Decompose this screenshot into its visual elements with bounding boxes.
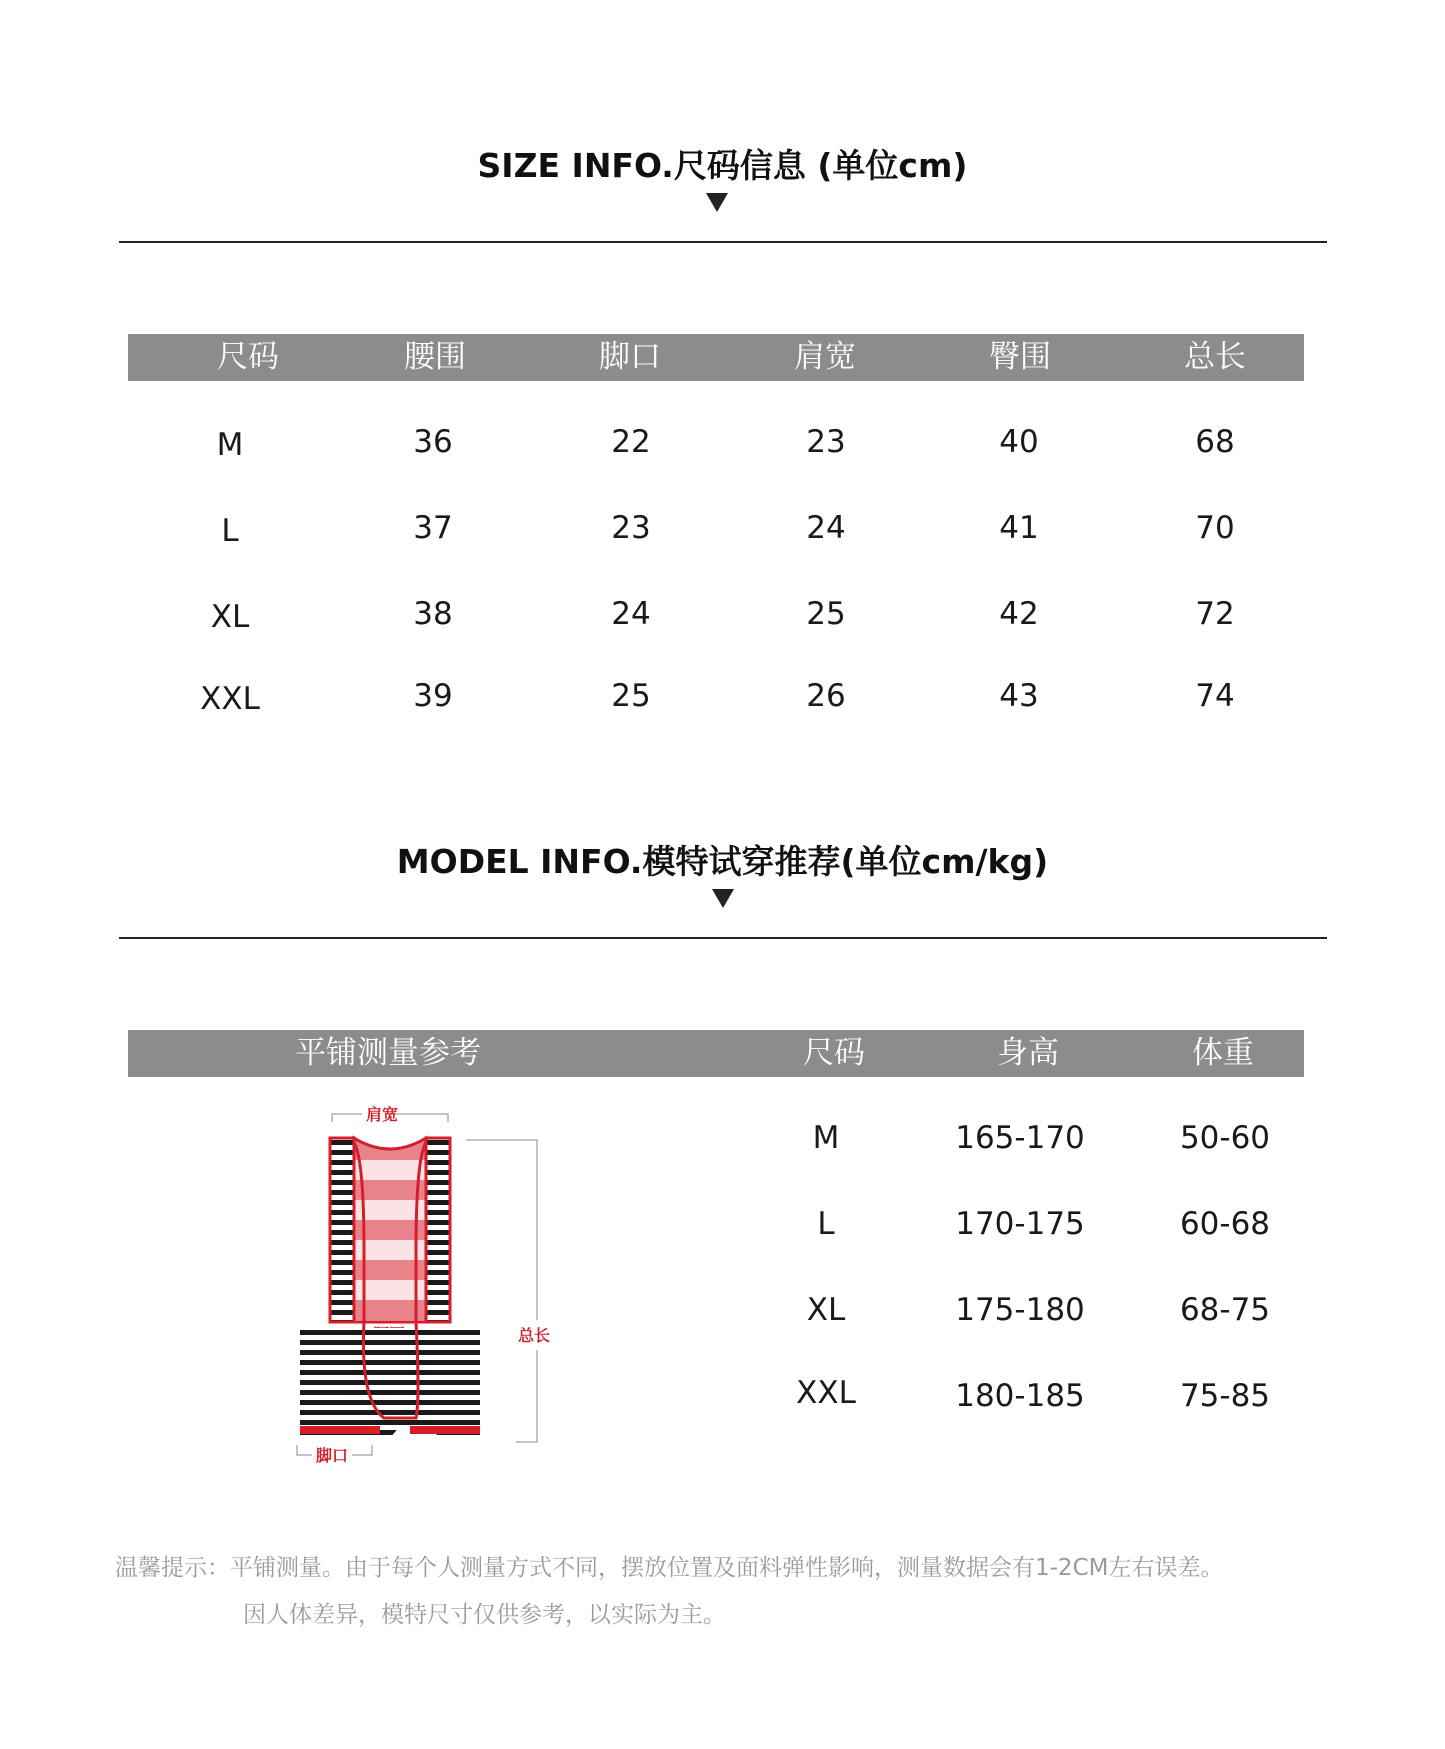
model-header-size: 尺码 [803, 1035, 865, 1071]
leg-cell: 25 [611, 678, 651, 714]
size-header-waist: 腰围 [404, 339, 466, 375]
model-info-title: MODEL INFO.模特试穿推荐(单位cm/kg) [396, 842, 1049, 881]
length-label: 总长 [518, 1326, 551, 1345]
model-header-height: 身高 [997, 1035, 1059, 1071]
note-line-1: 温馨提示：平铺测量。由于每个人测量方式不同，摆放位置及面料弹性影响，测量数据会有1-2CM左右误差。 [115, 1555, 1224, 1581]
size-header-length: 总长 [1184, 339, 1246, 375]
waist-cell: 39 [413, 678, 453, 714]
size-info-arrow-icon [706, 193, 728, 212]
length-cell: 70 [1195, 510, 1235, 546]
garment-flat-diagram [280, 1100, 580, 1480]
size-cell: M [216, 427, 244, 463]
model-size-cell: L [817, 1206, 835, 1242]
waist-cell: 36 [413, 424, 453, 460]
model-info-arrow-icon [712, 889, 734, 908]
flat-measure-header: 平铺测量参考 [295, 1035, 481, 1071]
leg-cell: 22 [611, 424, 651, 460]
hip-cell: 43 [999, 678, 1039, 714]
size-info-divider [119, 241, 1327, 243]
size-cell: XL [210, 599, 250, 635]
model-size-cell: M [812, 1120, 840, 1156]
size-header-hip: 臀围 [989, 339, 1051, 375]
model-weight-cell: 75-85 [1179, 1378, 1271, 1414]
model-weight-cell: 68-75 [1179, 1292, 1271, 1328]
model-info-divider [119, 937, 1327, 939]
size-table-header [128, 334, 1304, 381]
leg-cell: 23 [611, 510, 651, 546]
waist-cell: 38 [413, 596, 453, 632]
hip-cell: 42 [999, 596, 1039, 632]
model-height-cell: 180-185 [955, 1378, 1085, 1414]
model-table-header [128, 1030, 1304, 1077]
shoulder-cell: 25 [806, 596, 846, 632]
model-weight-cell: 50-60 [1179, 1120, 1271, 1156]
size-info-title: SIZE INFO.尺码信息 (单位cm) [477, 146, 968, 185]
model-size-cell: XL [806, 1292, 846, 1328]
model-header-weight: 体重 [1192, 1035, 1254, 1071]
size-header-leg-opening: 脚口 [599, 339, 661, 375]
shoulder-cell: 26 [806, 678, 846, 714]
leg-opening-label: 脚口 [316, 1446, 349, 1465]
length-cell: 72 [1195, 596, 1235, 632]
waist-cell: 37 [413, 510, 453, 546]
hip-cell: 40 [999, 424, 1039, 460]
model-height-cell: 170-175 [955, 1206, 1085, 1242]
shoulder-label: 肩宽 [366, 1105, 399, 1124]
size-header-size: 尺码 [217, 339, 279, 375]
shoulder-cell: 23 [806, 424, 846, 460]
model-height-cell: 165-170 [955, 1120, 1085, 1156]
singlet-illustration [280, 1100, 580, 1480]
model-size-cell: XXL [796, 1375, 856, 1411]
length-cell: 74 [1195, 678, 1235, 714]
model-weight-cell: 60-68 [1179, 1206, 1271, 1242]
shoulder-cell: 24 [806, 510, 846, 546]
size-header-shoulder: 肩宽 [794, 339, 856, 375]
note-line-2: 因人体差异，模特尺寸仅供参考，以实际为主。 [243, 1602, 726, 1628]
size-cell: L [221, 513, 239, 549]
leg-cell: 24 [611, 596, 651, 632]
size-cell: XXL [200, 681, 260, 717]
length-cell: 68 [1195, 424, 1235, 460]
hip-cell: 41 [999, 510, 1039, 546]
model-height-cell: 175-180 [955, 1292, 1085, 1328]
